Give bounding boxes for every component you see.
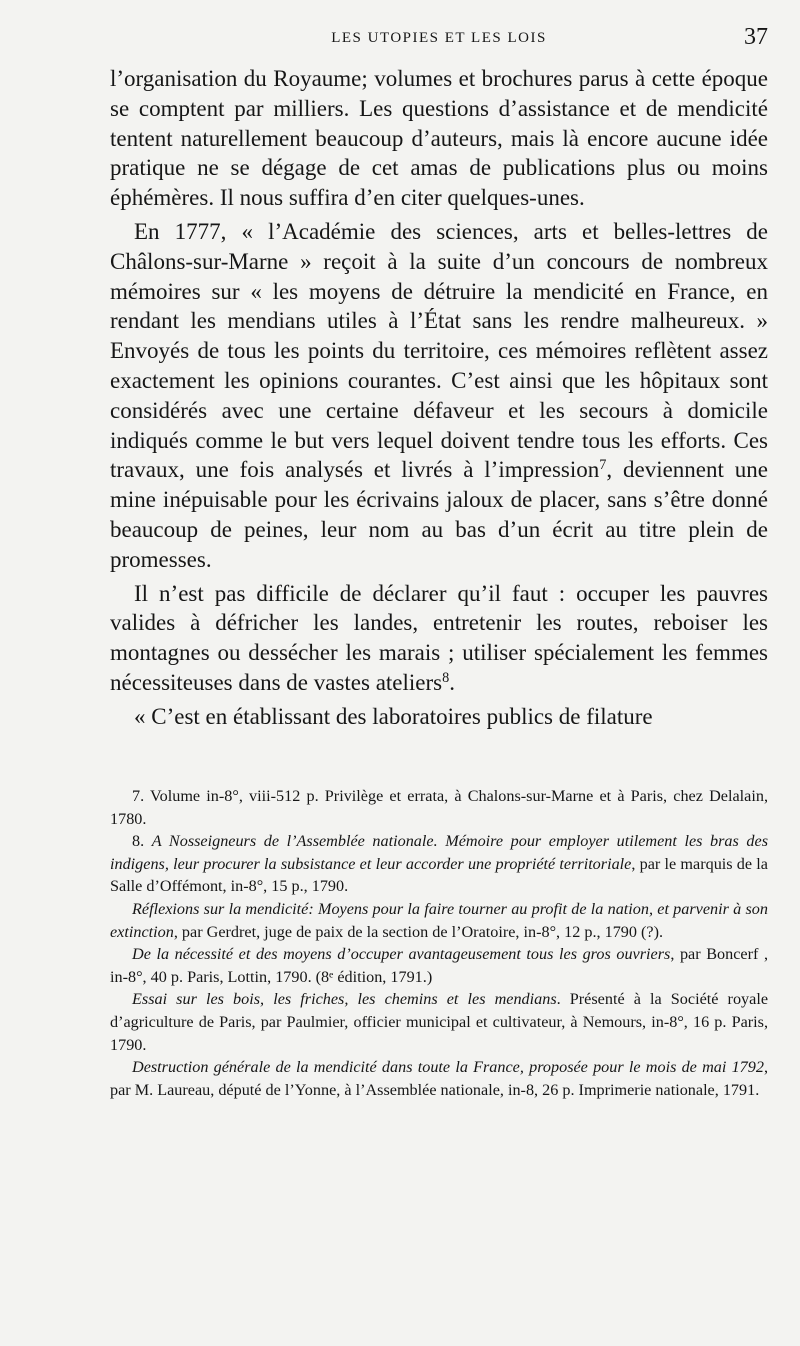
paragraph-3 <box>110 579 768 698</box>
footnote-8-number: 8. <box>132 832 152 851</box>
paragraph-2 <box>110 217 768 575</box>
entry-4-details: . Présenté à la Société royale d’agriculture de Paris, par Paulmier, officier municipal et cultivateur, à Nemours, in-8°, 16 p. Paris, 1790. <box>110 990 768 1054</box>
page-number: 37 <box>744 24 768 50</box>
paragraph-3-text-b: . <box>449 669 455 695</box>
entry-5-title: Destruction générale de la mendicité dans toute la France, proposée pour le mois de mai 1792 <box>132 1058 764 1077</box>
body-text <box>110 64 768 732</box>
footnote-8-entry-3 <box>110 943 768 988</box>
entry-2-details: , par Gerdret, juge de paix de la section de l’Oratoire, in-8°, 12 p., 1790 (?). <box>173 922 664 941</box>
entry-3-details: , par Boncerf , in-8°, 40 p. Paris, Lottin, 1790. (8ᵉ édition, 1791.) <box>110 945 768 986</box>
paragraph-3-text-a: Il n’est pas difficile de déclarer qu’il faut : occuper les pauvres valides à défricher les landes, entretenir les routes, reboiser les montagnes ou dessécher les marais ; utiliser spécialement les femmes nécessiteuses dans de vastes ateliers <box>110 580 768 695</box>
paragraph-2-text-b: , deviennent une mine inépuisable pour les écrivains jaloux de placer, sans s’être donné beaucoup de peines, leur nom au bas d’un écrit au titre plein de promesses. <box>110 457 768 572</box>
footnote-8-title: A Nosseigneurs de l’Assemblée nationale. Mémoire pour employer utilement les bras des indigens, leur procurer la subsistance et leur accorder une propriété territoriale <box>110 832 768 873</box>
entry-3-title: De la nécessité et des moyens d’occuper avantageusement tous les gros ouvriers <box>132 945 671 964</box>
footnote-7: 7. Volume in-8°, viii-512 p. Privilège et errata, à Chalons-sur-Marne et à Paris, chez Delalain, 1780. <box>110 787 768 828</box>
entry-4-title: Essai sur les bois, les friches, les chemins et les mendians <box>132 990 557 1009</box>
footnotes <box>110 785 768 1101</box>
entry-5-details: , par M. Laureau, député de l’Yonne, à l’Assemblée nationale, in-8, 26 p. Imprimerie nationale, 1791. <box>110 1058 768 1099</box>
footnote-8-details: , par le marquis de la Salle d’Offémont, in-8°, 15 p., 1790. <box>110 854 768 896</box>
entry-2-title: Réflexions sur la mendicité: Moyens pour la faire tourner au profit de la nation, et parvenir à son extinction <box>110 899 768 941</box>
footnote-8-entry-5 <box>110 1056 768 1101</box>
paragraph-2-text-a: En 1777, « l’Académie des sciences, arts et belles-lettres de Châlons-sur-Marne » reçoit à la suite d’un concours de nombreux mémoires sur « les moyens de détruire la mendicité en France, en rendant les mendians utiles à l’État sans les rendre malheureux. » Envoyés de tous les points du territoire, ces mémoires reflètent assez exactement les opinions courantes. C’est ainsi que les hôpitaux sont considérés avec une certaine défaveur et les secours à domicile indiqués comme le but vers lequel doivent tendre tous les efforts. Ces travaux, une fois analysés et livrés à l’impression <box>110 218 768 483</box>
paragraph-1: l’organisation du Royaume; volumes et brochures parus à cette époque se comptent par milliers. Les questions d’assistance et de mendicité tentent naturellement beaucoup d’auteurs, mais là encore aucune idée pratique ne se dégage de cet amas de publications plus ou moins éphémères. Il nous suffira d’en citer quelques-unes. <box>110 66 768 211</box>
footnote-8-entry-2 <box>110 898 768 943</box>
page-header <box>110 24 768 60</box>
paragraph-4: « C’est en établissant des laboratoires publics de filature <box>134 703 653 729</box>
running-title: LES UTOPIES ET LES LOIS <box>331 30 547 46</box>
footnote-ref-8: 8 <box>442 670 450 687</box>
footnote-8-entry-4 <box>110 988 768 1056</box>
footnote-ref-7: 7 <box>599 457 607 474</box>
footnote-8 <box>110 830 768 898</box>
